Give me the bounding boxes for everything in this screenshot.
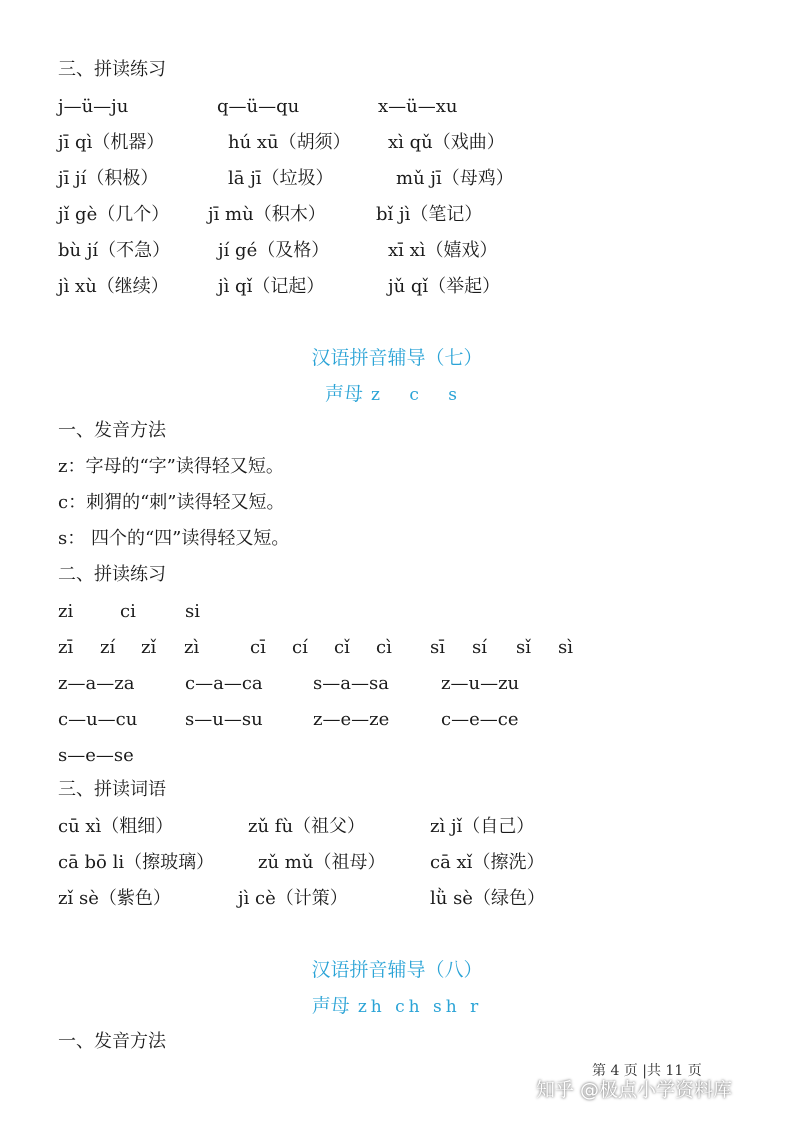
tone-item: zí (100, 637, 116, 658)
tone-item: zì (184, 637, 200, 658)
subheading-label: 声母 (324, 383, 363, 405)
word-item: jí gé（及格） (218, 240, 330, 261)
subheading-letters: z c s (371, 385, 470, 405)
word-item: hú xū（胡须） (228, 132, 351, 153)
tone-item: zǐ (141, 637, 157, 658)
tone-item: cí (292, 637, 308, 658)
word-item: bǐ jì（笔记） (376, 204, 483, 225)
pronunciation-line-s: s： 四个的“四”读得轻又短。 (58, 528, 290, 549)
spelling-item: s—u—su (185, 709, 263, 730)
word-item: cā bō li（擦玻璃） (58, 852, 215, 873)
word-item: jī jí（积极） (58, 168, 159, 189)
word-item: cū xì（粗细） (58, 816, 174, 837)
word-item: zǐ sè（紫色） (58, 888, 171, 909)
word-item: cā xǐ（擦洗） (430, 852, 545, 873)
word-item: zǔ fù（祖父） (248, 816, 366, 837)
word-item: jǐ gè（几个） (58, 204, 170, 225)
word-item: jī qì（机器） (58, 132, 165, 153)
word-item: lā jī（垃圾） (228, 168, 334, 189)
section-title-words: 三、拼读词语 (58, 779, 166, 800)
word-item: mǔ jī（母鸡） (396, 168, 514, 189)
word-item: jī mù（积木） (208, 204, 326, 225)
spelling-item: j—ü—ju (58, 96, 129, 117)
spelling-item: q—ü—qu (217, 96, 300, 117)
spelling-item: z—a—za (58, 673, 135, 694)
spelling-item: c—e—ce (441, 709, 519, 730)
lesson-7-subheading (0, 381, 794, 408)
syllable-item: zi (58, 601, 74, 622)
section-title-pronunciation: 一、发音方法 (58, 1031, 166, 1052)
syllable-item: ci (120, 601, 136, 622)
watermark: 知乎 @极点小学资料库 (536, 1079, 733, 1101)
pronunciation-line-z: z：字母的“字”读得轻又短。 (58, 456, 284, 477)
syllable-item: si (185, 601, 200, 622)
tone-item: cì (376, 637, 392, 658)
lesson-8-subheading (0, 993, 794, 1020)
spelling-item: s—a—sa (313, 673, 389, 694)
word-item: jì qǐ（记起） (218, 276, 325, 297)
spelling-item: c—a—ca (185, 673, 263, 694)
tone-item: sí (472, 637, 487, 658)
word-item: jì xù（继续） (58, 276, 169, 297)
tone-item: sì (558, 637, 573, 658)
section-title-pronunciation: 一、发音方法 (58, 420, 166, 441)
spelling-row-se: s—e—se (58, 745, 134, 766)
tone-item: sǐ (516, 637, 531, 658)
lesson-8-heading: 汉语拼音辅导（八） (311, 959, 483, 981)
pronunciation-line-c: c：刺猬的“刺”读得轻又短。 (58, 492, 285, 513)
word-item: bù jí（不急） (58, 240, 171, 261)
section-title-spelling-practice: 三、拼读练习 (58, 59, 166, 80)
page-number: 第 4 页 |共 11 页 (592, 1063, 702, 1079)
word-item: zì jǐ（自己） (430, 816, 535, 837)
word-item: xī xì（嬉戏） (388, 240, 498, 261)
spelling-item: z—e—ze (313, 709, 390, 730)
word-item: jì cè（计策） (238, 888, 348, 909)
section-title-spelling-practice: 二、拼读练习 (58, 564, 166, 585)
spelling-item: x—ü—xu (378, 96, 458, 117)
word-item: lǜ sè（绿色） (430, 888, 545, 909)
spelling-item: c—u—cu (58, 709, 138, 730)
subheading-label: 声母 (311, 995, 350, 1017)
tone-item: sī (430, 637, 445, 658)
lesson-7-heading: 汉语拼音辅导（七） (311, 347, 483, 369)
tone-item: cī (250, 637, 266, 658)
spelling-item: z—u—zu (441, 673, 520, 694)
tone-item: zī (58, 637, 74, 658)
word-item: jǔ qǐ（举起） (388, 276, 501, 297)
tone-item: cǐ (334, 637, 350, 658)
word-item: zǔ mǔ（祖母） (258, 852, 386, 873)
subheading-letters: zh ch sh r (357, 997, 483, 1017)
word-item: xì qǔ（戏曲） (388, 132, 505, 153)
